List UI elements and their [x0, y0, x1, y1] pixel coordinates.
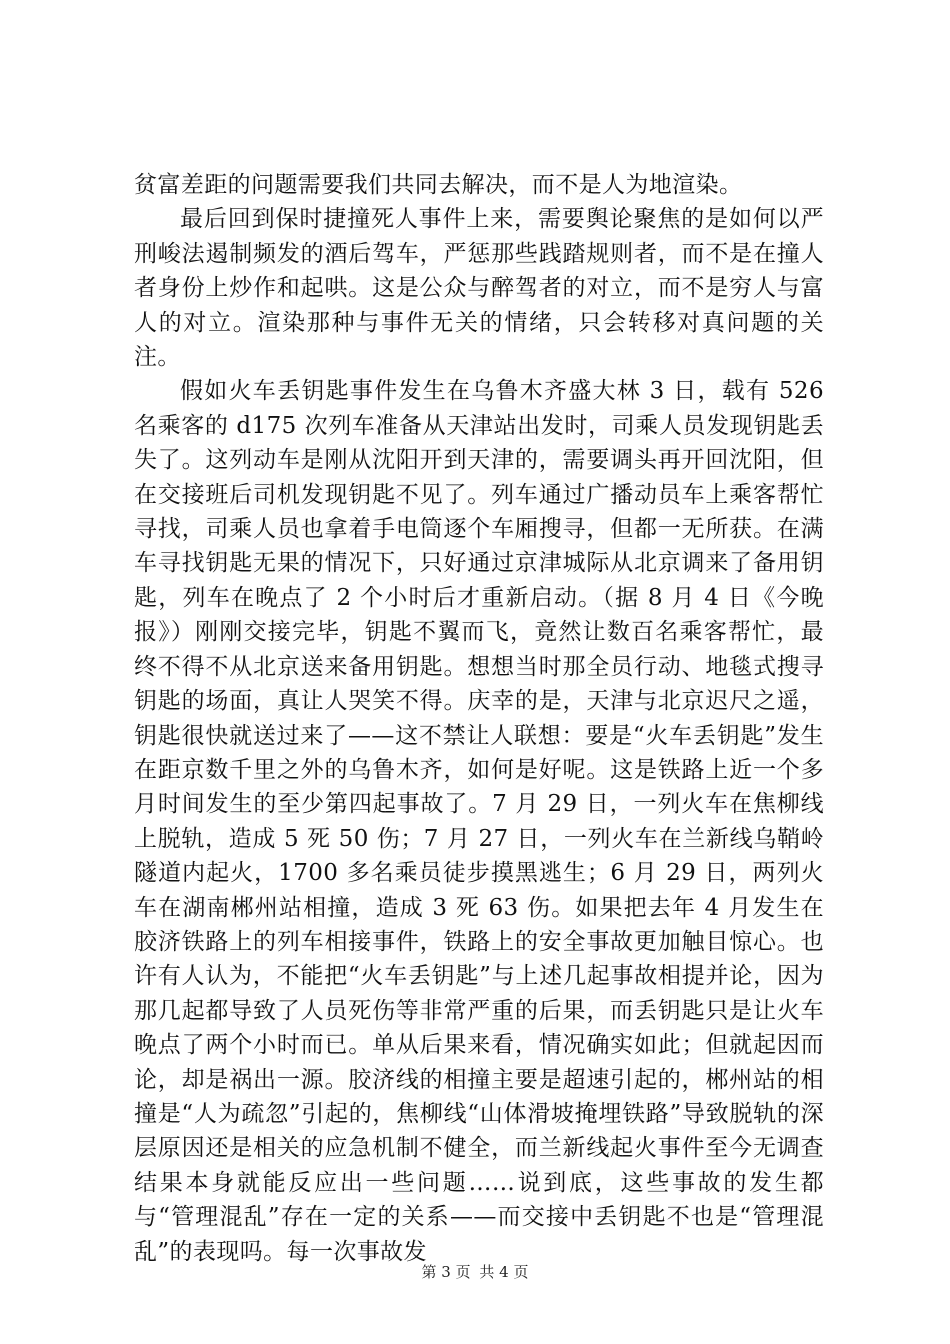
page-number-total: 共 4 页	[479, 1263, 529, 1281]
page-footer	[0, 1262, 950, 1282]
page-number-current: 第 3 页	[421, 1263, 471, 1281]
paragraph-3: 假如火车丢钥匙事件发生在乌鲁木齐盛大林 3 日，载有 526 名乘客的 d175 次列车准备从天津站出发时，司乘人员发现钥匙丢失了。这列动车是刚从沈阳开到天津的，需要调头再开回沈阳，但在交接班后司机发现钥匙不见了。列车通过广播动员车上乘客帮忙寻找，司乘人员也拿着手电筒逐个车厢搜寻，但都一无所获。在满车寻找钥匙无果的情况下，只好通过京津城际从北京调来了备用钥匙，列车在晚点了 2 个小时后才重新启动。（据 8 月 4 日《今晚报》）刚刚交接完毕，钥匙不翼而飞，竟然让数百名乘客帮忙，最终不得不从北京送来备用钥匙。想想当时那全员行动、地毯式搜寻钥匙的场面，真让人哭笑不得。庆幸的是，天津与北京迟尺之遥，钥匙很快就送过来了——这不禁让人联想：要是“火车丢钥匙”发生在距京数千里之外的乌鲁木齐，如何是好呢。这是铁路上近一个多月时间发生的至少第四起事故了。7 月 29 日，一列火车在焦柳线上脱轨，造成 5 死 50 伤；7 月 27 日，一列火车在兰新线乌鞘岭隧道内起火，1700 多名乘员徒步摸黑逃生；6 月 29 日，两列火车在湖南郴州站相撞，造成 3 死 63 伤。如果把去年 4 月发生在胶济铁路上的列车相接事件，铁路上的安全事故更加触目惊心。也许有人认为，不能把“火车丢钥匙”与上述几起事故相提并论，因为那几起都导致了人员死伤等非常严重的后果，而丢钥匙只是让火车晚点了两个小时而已。单从后果来看，情况确实如此；但就起因而论，却是祸出一源。胶济线的相撞主要是超速引起的，郴州站的相撞是“人为疏忽”引起的，焦柳线“山体滑坡掩埋铁路”导致脱轨的深层原因还是相关的应急机制不健全，而兰新线起火事件至今无调查结果本身就能反应出一些问题……说到底，这些事故的发生都与“管理混乱”存在一定的关系——而交接中丢钥匙不也是“管理混乱”的表现吗。每一次事故发	[134, 378, 824, 1265]
paragraph-2: 最后回到保时捷撞死人事件上来，需要舆论聚焦的是如何以严刑峻法遏制频发的酒后驾车，严惩那些践踏规则者，而不是在撞人者身份上炒作和起哄。这是公众与醉驾者的对立，而不是穷人与富人的对立。渲染那种与事件无关的情绪，只会转移对真问题的关注。	[134, 206, 824, 371]
document-body	[134, 168, 824, 1269]
paragraph-1: 贫富差距的问题需要我们共同去解决，而不是人为地渲染。	[134, 172, 743, 198]
